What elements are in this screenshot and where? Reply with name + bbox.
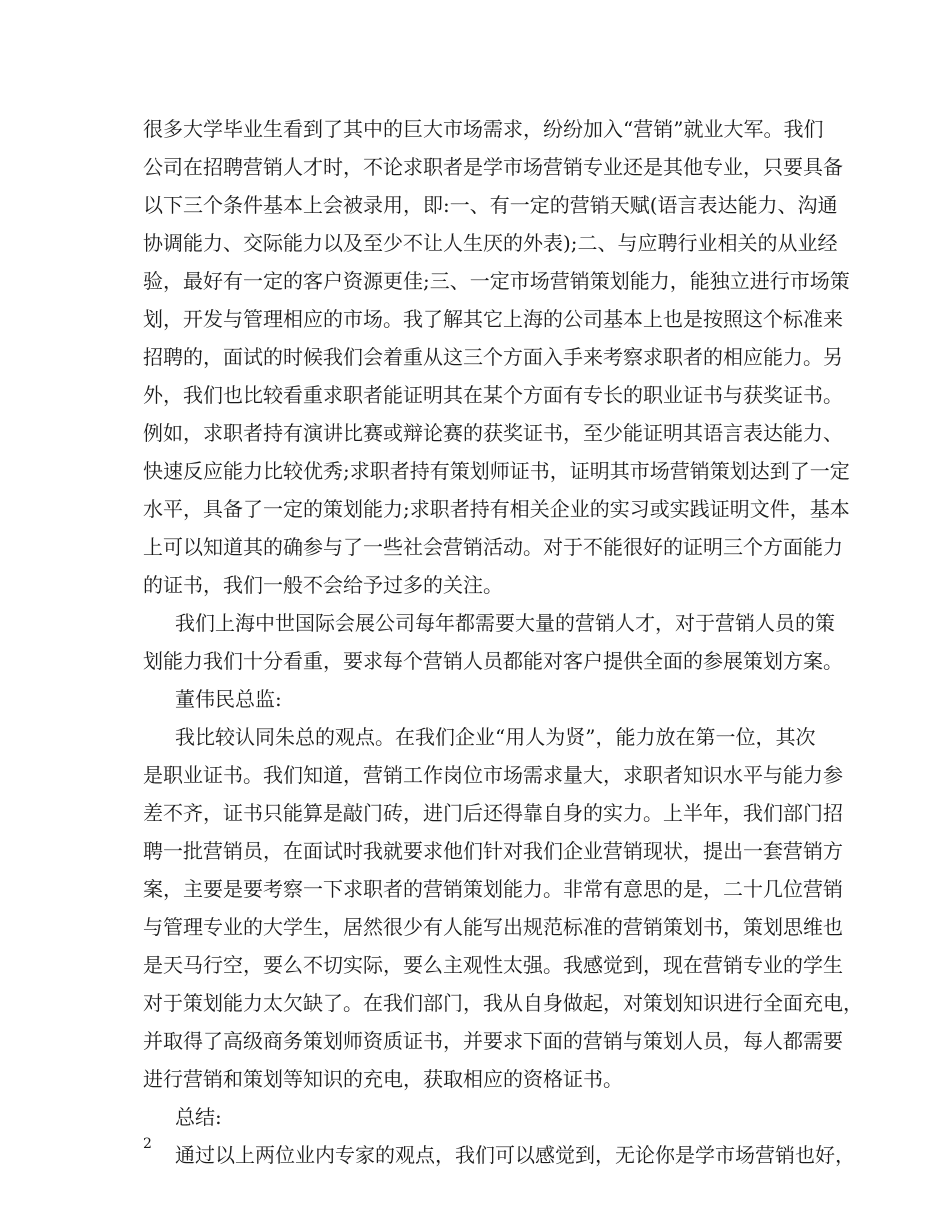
- text-line: 是职业证书。我们知道，营销工作岗位市场需求量大，求职者知识水平与能力参: [143, 763, 843, 787]
- text-line: 招聘的，面试的时候我们会着重从这三个方面入手来考察求职者的相应能力。另: [143, 345, 843, 369]
- text-line: 验，最好有一定的客户资源更佳;三、一定市场营销策划能力，能独立进行市场策: [143, 269, 850, 293]
- text-line: 协调能力、交际能力以及至少不让人生厌的外表);二、与应聘行业相关的从业经: [143, 231, 838, 255]
- text-line: 以下三个条件基本上会被录用，即:一、有一定的营销天赋(语言表达能力、沟通: [143, 193, 838, 217]
- text-line: 快速反应能力比较优秀;求职者持有策划师证书，证明其市场营销策划达到了一定: [143, 459, 850, 483]
- text-line: 我们上海中世国际会展公司每年都需要大量的营销人才，对于营销人员的策: [175, 611, 835, 635]
- page-number: 2: [143, 1136, 152, 1152]
- text-line: 水平，具备了一定的策划能力;求职者持有相关企业的实习或实践证明文件，基本: [143, 497, 850, 521]
- text-line: 很多大学毕业生看到了其中的巨大市场需求，纷纷加入“营销”就业大军。我们: [143, 117, 824, 141]
- text-line: 上可以知道其的确参与了一些社会营销活动。对于不能很好的证明三个方面能力: [143, 535, 843, 559]
- text-line: 划，开发与管理相应的市场。我了解其它上海的公司基本上也是按照这个标准来: [143, 307, 843, 331]
- text-line: 与管理专业的大学生，居然很少有人能写出规范标准的营销策划书，策划思维也: [143, 915, 843, 939]
- text-line: 公司在招聘营销人才时，不论求职者是学市场营销专业还是其他专业，只要具备: [143, 155, 843, 179]
- text-line: 董伟民总监:: [175, 687, 282, 711]
- text-line: 差不齐，证书只能算是敲门砖，进门后还得靠自身的实力。上半年，我们部门招: [143, 801, 843, 825]
- text-line: 是天马行空，要么不切实际，要么主观性太强。我感觉到，现在营销专业的学生: [143, 953, 843, 977]
- text-line: 进行营销和策划等知识的充电，获取相应的资格证书。: [143, 1067, 623, 1091]
- text-line: 的证书，我们一般不会给予过多的关注。: [143, 573, 503, 597]
- text-line: 总结:: [175, 1105, 222, 1129]
- text-line: 我比较认同朱总的观点。在我们企业“用人为贤”，能力放在第一位，其次: [175, 725, 816, 749]
- text-line: 案，主要是要考察一下求职者的营销策划能力。非常有意思的是，二十几位营销: [143, 877, 843, 901]
- text-line: 聘一批营销员，在面试时我就要求他们针对我们企业营销现状，提出一套营销方: [143, 839, 843, 863]
- text-line: 并取得了高级商务策划师资质证书，并要求下面的营销与策划人员，每人都需要: [143, 1029, 843, 1053]
- text-line: 通过以上两位业内专家的观点，我们可以感觉到，无论你是学市场营销也好，: [175, 1143, 855, 1167]
- document-body: [143, 110, 863, 1174]
- text-line: 对于策划能力太欠缺了。在我们部门，我从自身做起，对策划知识进行全面充电，: [143, 991, 863, 1015]
- text-line: 划能力我们十分看重，要求每个营销人员都能对客户提供全面的参展策划方案。: [143, 649, 843, 673]
- text-line: 例如，求职者持有演讲比赛或辩论赛的获奖证书，至少能证明其语言表达能力、: [143, 421, 843, 445]
- text-line: 外，我们也比较看重求职者能证明其在某个方面有专长的职业证书与获奖证书。: [143, 383, 843, 407]
